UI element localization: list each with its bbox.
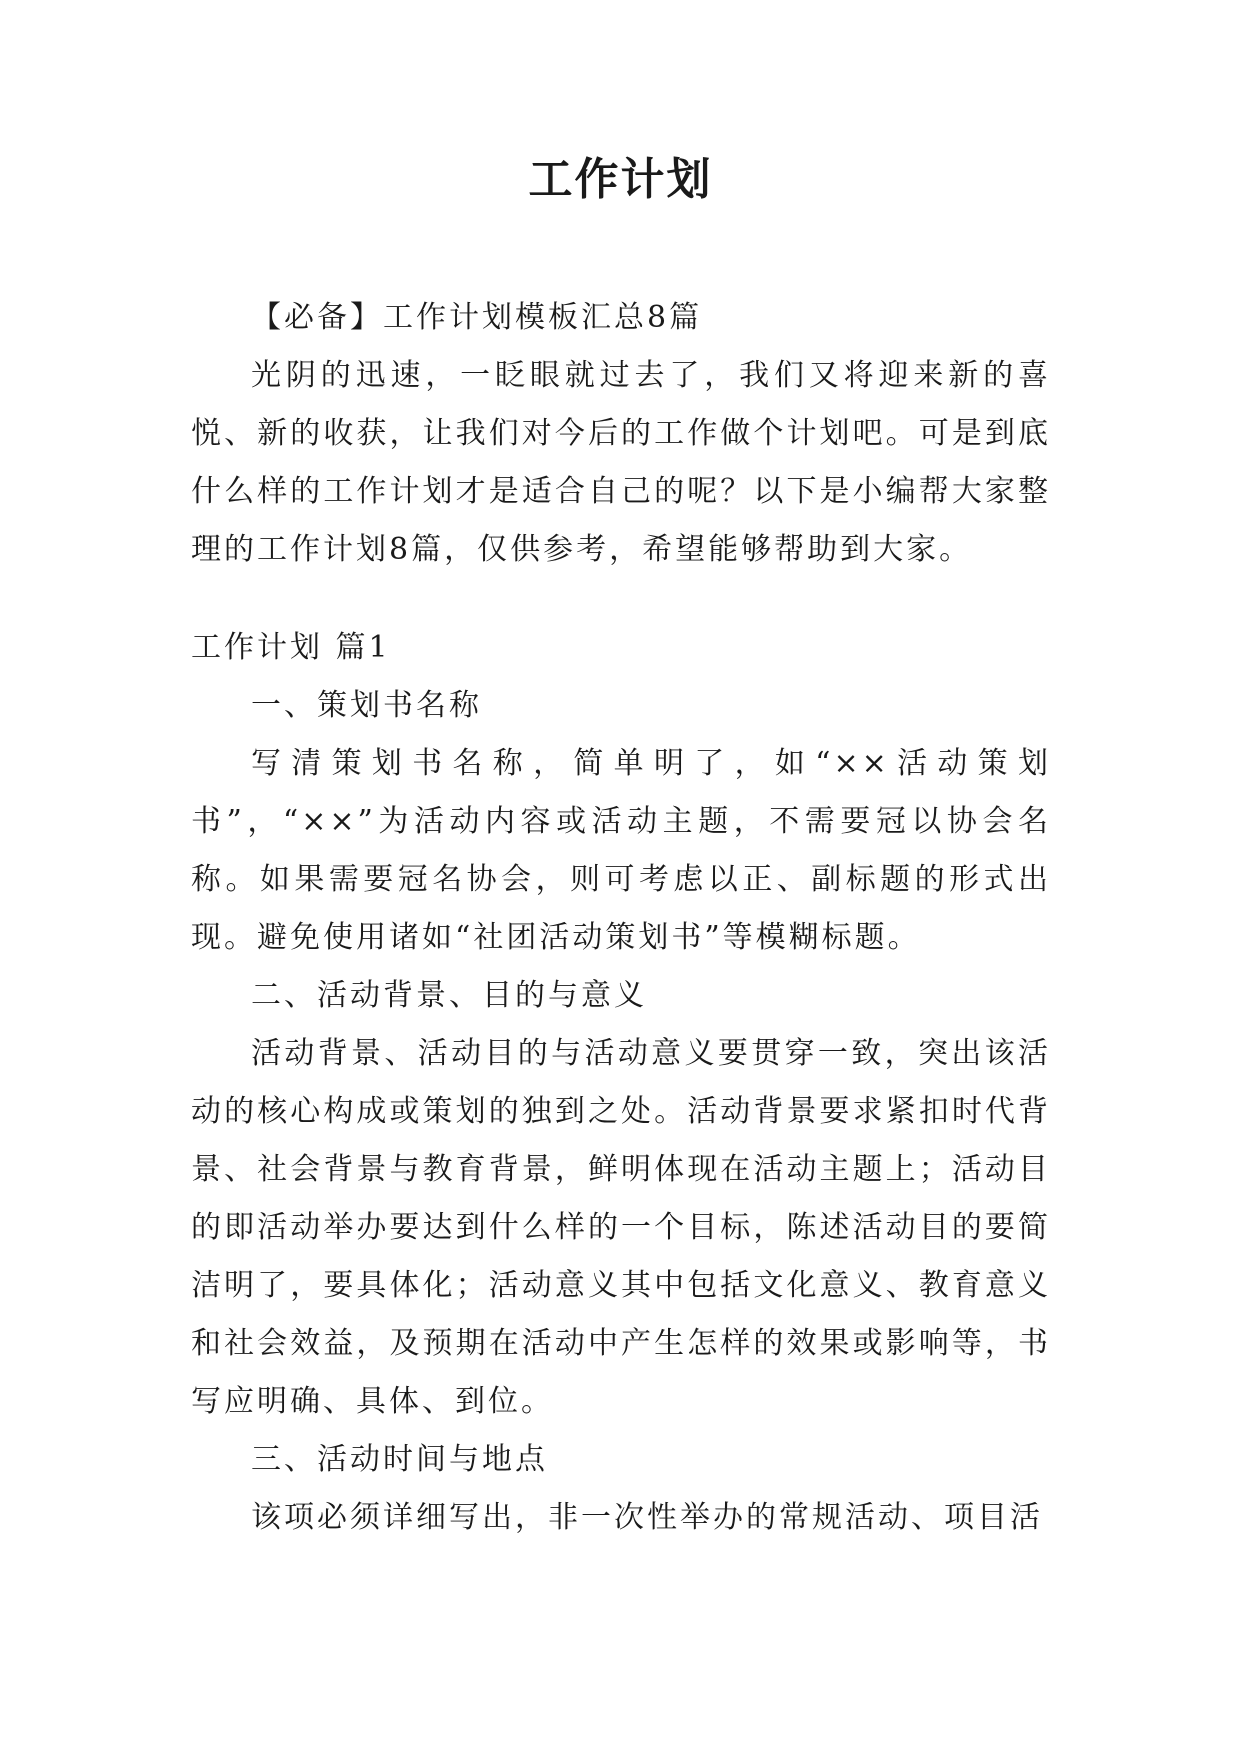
item-heading-3: 三、活动时间与地点 — [251, 1442, 548, 1477]
document-subtitle: 【必备】工作计划模板汇总8篇 — [251, 300, 703, 335]
item-paragraph-3: 该项必须详细写出，非一次性举办的常规活动、项目活 — [251, 1500, 1043, 1535]
item-heading-1: 一、策划书名称 — [251, 688, 482, 723]
section-heading: 工作计划 篇1 — [191, 630, 391, 665]
document-body — [191, 289, 1051, 1547]
document-title: 工作计划 — [528, 154, 713, 205]
item-heading-2: 二、活动背景、目的与意义 — [251, 978, 647, 1013]
intro-paragraph: 光阴的迅速，一眨眼就过去了，我们又将迎来新的喜悦、新的收获，让我们对今后的工作做个计划吧。可是到底什么样的工作计划才是适合自己的呢？以下是小编帮大家整理的工作计划8篇，仅供参考，希望能够帮助到大家。 — [191, 358, 1051, 567]
item-paragraph-2: 活动背景、活动目的与活动意义要贯穿一致，突出该活动的核心构成或策划的独到之处。活动背景要求紧扣时代背景、社会背景与教育背景，鲜明体现在活动主题上；活动目的即活动举办要达到什么样的一个目标，陈述活动目的要简洁明了，要具体化；活动意义其中包括文化意义、教育意义和社会效益，及预期在活动中产生怎样的效果或影响等，书写应明确、具体、到位。 — [191, 1036, 1051, 1419]
section-spacer — [191, 579, 1051, 619]
item-paragraph-1: 写清策划书名称，简单明了，如“××活动策划书”，“××”为活动内容或活动主题，不需要冠以协会名称。如果需要冠名协会，则可考虑以正、副标题的形式出现。避免使用诸如“社团活动策划书”等模糊标题。 — [191, 746, 1051, 955]
